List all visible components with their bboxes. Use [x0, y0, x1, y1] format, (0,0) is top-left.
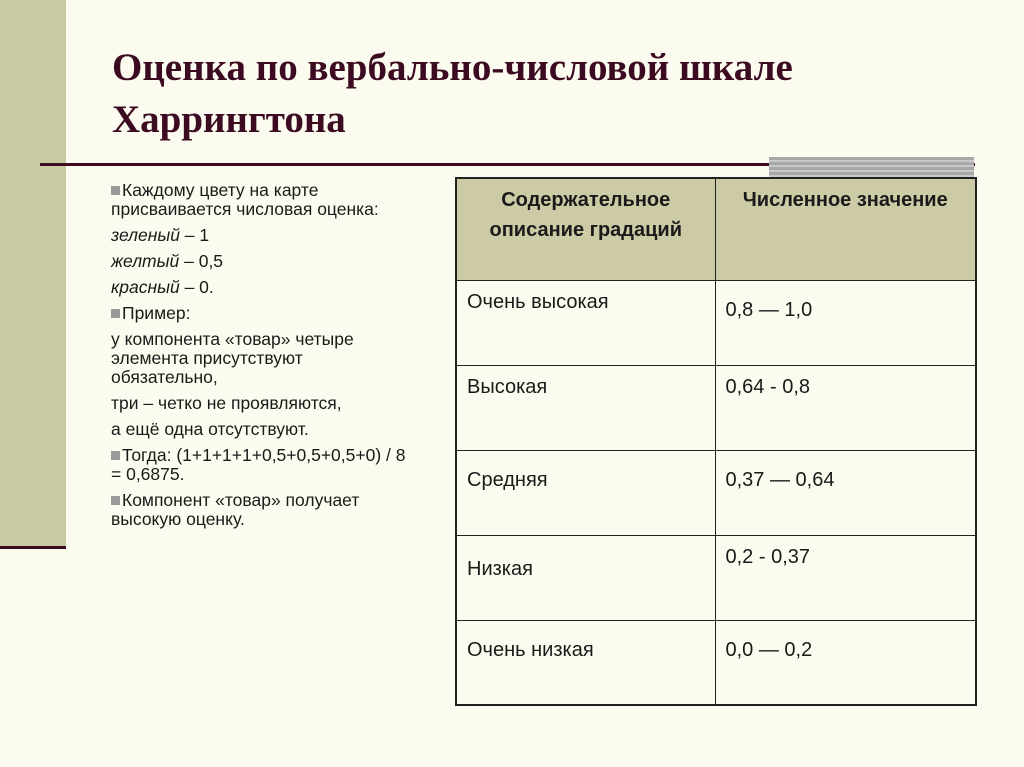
table-header-row [456, 178, 976, 280]
red-value: – 0. [179, 277, 214, 297]
red-name: красный [111, 277, 180, 297]
square-bullet-icon [111, 496, 120, 505]
title-line-1: Оценка по вербально-числовой шкале [112, 46, 793, 89]
header-description: Содержательное описание градаций [456, 178, 715, 280]
side-band [0, 0, 66, 548]
example-heading [111, 304, 411, 323]
grade-label: Очень высокая [456, 280, 715, 365]
table-row [456, 620, 976, 705]
conclusion-paragraph [111, 491, 411, 529]
square-bullet-icon [111, 309, 120, 318]
example-paragraph-2: три – четко не проявляются, [111, 393, 342, 413]
calculation-text: Тогда: (1+1+1+1+0,5+0,5+0,5+0) / 8 = 0,6875. [111, 445, 406, 484]
left-text-column [111, 181, 411, 536]
side-band-underline [0, 546, 66, 549]
title-line-2: Харрингтона [112, 98, 346, 141]
grade-value: 0,64 - 0,8 [715, 365, 976, 450]
example-paragraph-3: а ещё одна отсутствуют. [111, 419, 309, 439]
yellow-line [111, 252, 411, 271]
square-bullet-icon [111, 451, 120, 460]
green-value: – 1 [179, 225, 210, 245]
example-paragraph-1: у компонента «товар» четыре элемента присутствуют обязательно, [111, 329, 354, 387]
table-row [456, 450, 976, 535]
header-value: Численное значение [715, 178, 976, 280]
slide-title [112, 42, 972, 146]
green-line [111, 226, 411, 245]
grade-label: Средняя [456, 450, 715, 535]
harrington-scale-table [455, 177, 977, 706]
red-line [111, 278, 411, 297]
square-bullet-icon [111, 186, 120, 195]
yellow-name: желтый [111, 251, 180, 271]
grade-label: Очень низкая [456, 620, 715, 705]
table-row [456, 535, 976, 620]
yellow-value: – 0,5 [179, 251, 224, 271]
decorative-gray-bar [769, 157, 974, 177]
grade-value: 0,8 — 1,0 [715, 280, 976, 365]
grade-value: 0,2 - 0,37 [715, 535, 976, 620]
green-name: зеленый [111, 225, 180, 245]
grade-label: Высокая [456, 365, 715, 450]
calculation-paragraph [111, 446, 411, 484]
intro-paragraph [111, 181, 411, 219]
example-label: Пример: [122, 303, 191, 323]
grade-label: Низкая [456, 535, 715, 620]
table-row [456, 365, 976, 450]
intro-text: Каждому цвету на карте присваивается числовая оценка: [111, 180, 379, 219]
conclusion-text: Компонент «товар» получает высокую оценку. [111, 490, 360, 529]
grade-value: 0,37 — 0,64 [715, 450, 976, 535]
grade-value: 0,0 — 0,2 [715, 620, 976, 705]
table-row [456, 280, 976, 365]
